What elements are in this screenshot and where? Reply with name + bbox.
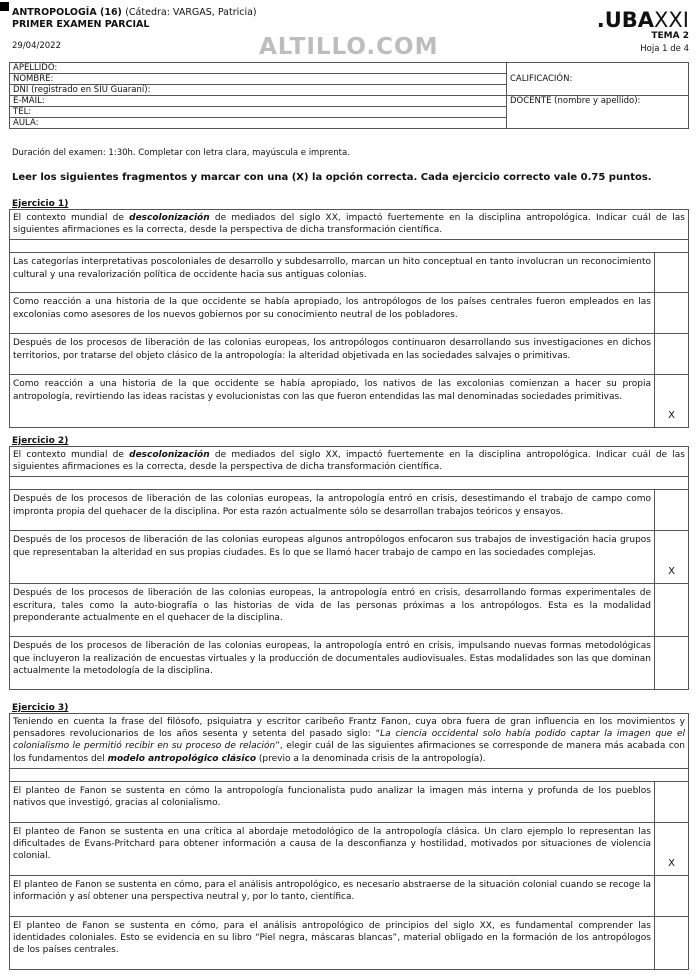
tema-label: TEMA 2: [651, 31, 689, 41]
student-id-table: [9, 62, 689, 129]
exercise-2-option-3[interactable]: Después de los procesos de liberación de las colonias europeas, la antropología entró en crisis, desarrollando formas experimentales de escritura, tales como la auto-biografía o las historias de vida de las personas próximas a los antropólogos. Esta es la modalidad preponderante actualmente en el quehacer de la disciplina.: [10, 584, 688, 637]
exercise-2-option-2[interactable]: Después de los procesos de liberación de las colonias europeas algunos antropólogos enfocaron sus trabajos de investigación hacia grupos que representaban la alteridad en sus propias ciudades. Es lo que se llamó hacer trabajo de campo en las sociedades complejas. X: [10, 531, 688, 584]
exercise-2: [9, 446, 689, 690]
aula-field[interactable]: AULA:: [10, 118, 507, 129]
exercise-1: [9, 209, 689, 428]
docente-field[interactable]: DOCENTE (nombre y apellido):: [507, 96, 689, 129]
answer-mark[interactable]: [655, 782, 688, 822]
answer-mark[interactable]: [655, 253, 688, 292]
spacer: [10, 240, 688, 253]
page-indicator: Hoja 1 de 4: [640, 44, 689, 54]
exam-title: PRIMER EXAMEN PARCIAL: [12, 19, 150, 30]
exercise-3-stem: Teniendo en cuenta la frase del filósofo, psiquiatra y escritor caribeño Frantz Fanon, cuya obra fuera de gran influencia en los movimientos y pensadores revolucionarios de los años sesenta y setenta del pasado siglo: “La ciencia occidental solo había podido captar la imagen que el colonialismo le permitió recibir en su proceso de relación”, elegir cuál de las siguientes afirmaciones se corresponde de manera más acabada con los fundamentos del modelo antropológico clásico (previo a la denominada crisis de la antropología).: [10, 714, 688, 769]
exercise-3-option-3[interactable]: El planteo de Fanon se sustenta en cómo, para el análisis antropológico, es necesario abstraerse de la situación colonial cuando se recoge la información y así obtener una perspectiva neutral y, por lo tanto, científica.: [10, 876, 688, 917]
exercise-3-option-2[interactable]: El planteo de Fanon se sustenta en una crítica al abordaje metodológico de la antropología clásica. Un claro ejemplo lo representan las dificultades de Evans-Pritchard para obtener información a causa de la desconfianza y hostilidad, motivados por situaciones de violencia colonial. X: [10, 823, 688, 876]
spacer: [10, 477, 688, 490]
spacer: [10, 769, 688, 782]
nombre-field[interactable]: NOMBRE:: [10, 74, 507, 85]
answer-mark[interactable]: X: [668, 857, 675, 869]
tel-field[interactable]: TEL:: [10, 107, 507, 118]
apellido-field[interactable]: APELLIDO:: [10, 63, 507, 74]
exercise-3-title: Ejercicio 3): [12, 703, 69, 713]
answer-mark[interactable]: [655, 637, 688, 689]
exercise-3: [9, 713, 689, 970]
exercise-2-title: Ejercicio 2): [12, 436, 69, 446]
answer-mark[interactable]: [655, 584, 688, 636]
exercise-1-stem: El contexto mundial de descolonización de mediados del siglo XX, impactó fuertemente en la disciplina antropológica. Indicar cuál de las siguientes afirmaciones es la correcta, desde la perspectiva de dicha transformación científica.: [10, 210, 688, 240]
exercise-2-option-1[interactable]: Después de los procesos de liberación de las colonias europeas, la antropología entró en crisis, desestimando el trabajo de campo como impronta propia del quehacer de la disciplina. Por esta razón actualmente sólo se desarrollan trabajos teóricos y ensayos.: [10, 490, 688, 531]
exercise-3-option-4[interactable]: El planteo de Fanon se sustenta en cómo, para el análisis antropológico de principios del siglo XX, es fundamental comprender las identidades coloniales. Esto se evidencia en su libro “Piel negra, máscaras blancas”, material obligado en la formación de los antropólogos de los países centrales.: [10, 917, 688, 969]
answer-mark[interactable]: [655, 876, 688, 916]
exercise-2-stem: El contexto mundial de descolonización de mediados del siglo XX, impactó fuertemente en la disciplina antropológica. Indicar cuál de las siguientes afirmaciones es la correcta, desde la perspectiva de dicha transformación científica.: [10, 447, 688, 477]
answer-mark[interactable]: [655, 334, 688, 374]
uba-logo: .UBAXXI: [596, 8, 689, 32]
answer-mark[interactable]: X: [668, 410, 675, 422]
header-marker: [0, 2, 9, 11]
exercise-1-option-3[interactable]: Después de los procesos de liberación de las colonias europeas, los antropólogos continuaron desarrollando sus investigaciones en dichos territorios, por tratarse del objeto clásico de la antropología: la alteridad objetivada en las sociedades salvajes o primitivas.: [10, 334, 688, 375]
exercise-1-option-1[interactable]: Las categorías interpretativas poscoloniales de desarrollo y subdesarrollo, marcan un hito conceptual en tanto involucran un reconocimiento cultural y una revalorización política de occidente hacia sus antiguas colonias.: [10, 253, 688, 293]
exercise-3-option-1[interactable]: El planteo de Fanon se sustenta en cómo la antropología funcionalista pudo analizar la imagen más interna y profunda de los pueblos nativos que investigó, gracias al colonialismo.: [10, 782, 688, 823]
answer-mark[interactable]: X: [668, 566, 675, 578]
answer-mark[interactable]: [655, 293, 688, 333]
exam-duration: Duración del examen: 1:30h. Completar con letra clara, mayúscula e imprenta.: [12, 148, 350, 158]
instructions: Leer los siguientes fragmentos y marcar con una (X) la opción correcta. Cada ejercicio correcto vale 0.75 puntos.: [12, 172, 652, 183]
exercise-1-option-4[interactable]: Como reacción a una historia de la que occidente se había apropiado, los nativos de las excolonias comienzan a hacer su propia antropología, revirtiendo las ideas racistas y evolucionistas con las que fueron entendidas las mal denominadas sociedades primitivas. X: [10, 375, 688, 427]
exercise-1-option-2[interactable]: Como reacción a una historia de la que occidente se había apropiado, los antropólogos de los países centrales fueron empleados en las excolonias como asesores de los nuevos gobiernos por su conocimiento neutral de los pobladores.: [10, 293, 688, 334]
exercise-1-title: Ejercicio 1): [12, 199, 69, 209]
watermark: ALTILLO.COM: [259, 34, 439, 60]
calificacion-field[interactable]: CALIFICACIÓN:: [507, 63, 689, 96]
course-title: ANTROPOLOGÍA (16) (Cátedra: VARGAS, Patricia): [12, 7, 257, 18]
exam-date: 29/04/2022: [12, 41, 61, 51]
email-field[interactable]: E-MAIL:: [10, 96, 507, 107]
dni-field[interactable]: DNI (registrado en SIU Guaraní):: [10, 85, 507, 96]
answer-mark[interactable]: [655, 917, 688, 969]
exercise-2-option-4[interactable]: Después de los procesos de liberación de las colonias europeas, la antropología entró en crisis, impulsando nuevas formas metodológicas que incluyeron la realización de encuestas virtuales y la producción de documentales audiovisuales. Estas modalidades son las que dominan actualmente la metodología de la disciplina.: [10, 637, 688, 689]
answer-mark[interactable]: [655, 490, 688, 530]
